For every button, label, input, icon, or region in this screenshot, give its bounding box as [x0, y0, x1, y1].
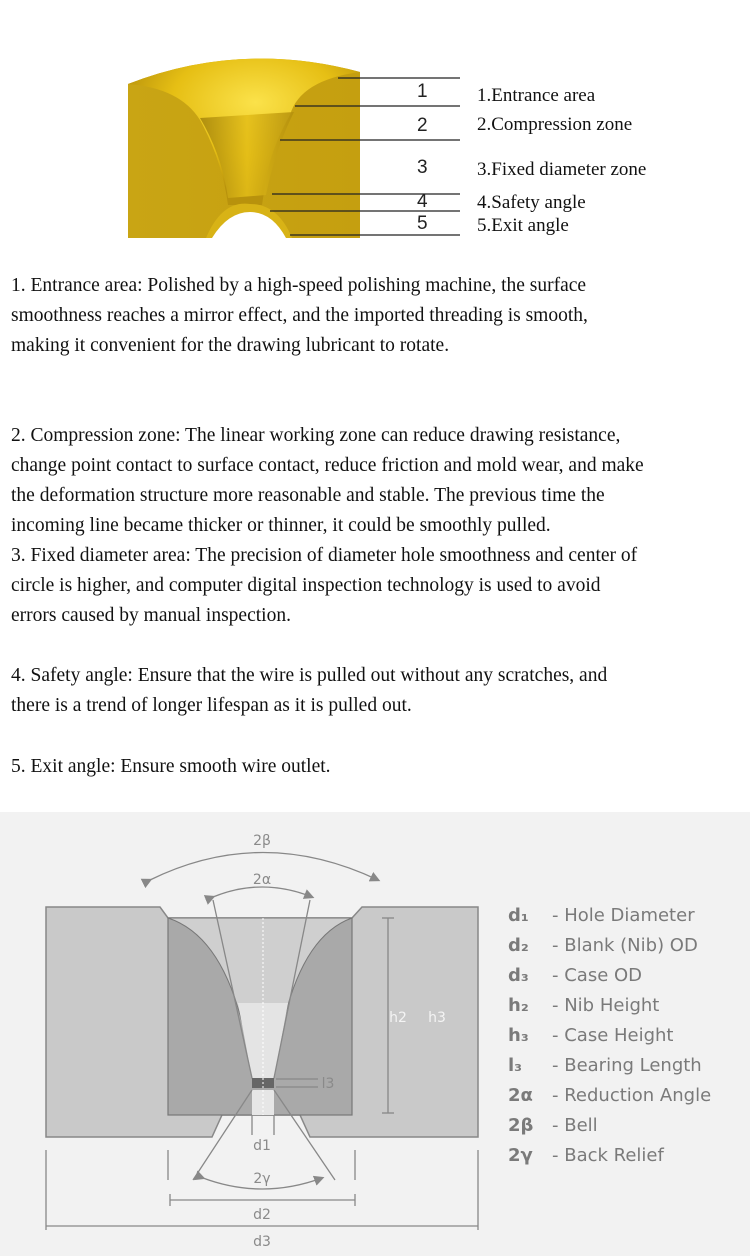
legend-item: h₃ - Case Height	[508, 1025, 674, 1046]
legend-item: h₂ - Nib Height	[508, 995, 660, 1016]
zone-label: 3.Fixed diameter zone	[477, 159, 647, 180]
zone-number: 4	[417, 191, 428, 212]
zone-number: 5	[417, 213, 428, 234]
paragraph-line: there is a trend of longer lifespan as it is pulled out.	[11, 695, 412, 716]
d2-label: d2	[253, 1207, 271, 1223]
beta-label: 2β	[253, 833, 271, 849]
alpha-label: 2α	[252, 872, 272, 888]
h2-label: h2	[389, 1010, 407, 1026]
paragraph-line: circle is higher, and computer digital inspection technology is used to avoid	[11, 575, 601, 596]
paragraph-line: errors caused by manual inspection.	[11, 605, 291, 626]
legend-item: d₂ - Blank (Nib) OD	[508, 935, 698, 956]
legend-item: 2β - Bell	[508, 1115, 598, 1136]
legend-item: 2γ - Back Relief	[508, 1145, 664, 1166]
paragraph-line: change point contact to surface contact, reduce friction and mold wear, and make	[11, 455, 644, 476]
paragraph-line: the deformation structure more reasonable and stable. The previous time the	[11, 485, 605, 506]
legend-item: d₁ - Hole Diameter	[508, 905, 695, 926]
l3-label: l3	[321, 1076, 335, 1092]
legend-item: d₃ - Case OD	[508, 965, 643, 986]
zone-number: 2	[417, 115, 428, 136]
zone-label: 4.Safety angle	[477, 192, 586, 213]
paragraph-line: smoothness reaches a mirror effect, and the imported threading is smooth,	[11, 305, 588, 326]
zone-label: 1.Entrance area	[477, 85, 596, 106]
paragraph-line: 2. Compression zone: The linear working zone can reduce drawing resistance,	[11, 425, 621, 446]
paragraph-line: 5. Exit angle: Ensure smooth wire outlet.	[11, 756, 331, 777]
legend-item: 2α - Reduction Angle	[508, 1085, 712, 1106]
zone-number: 3	[417, 157, 428, 178]
gamma-label: 2γ	[253, 1171, 271, 1187]
d3-label: d3	[253, 1234, 271, 1250]
d1-label: d1	[253, 1138, 271, 1154]
legend-item: l₃ - Bearing Length	[508, 1055, 702, 1076]
paragraph-line: incoming line became thicker or thinner, it could be smoothly pulled.	[11, 515, 551, 536]
zone-number: 1	[417, 81, 428, 102]
paragraph-line: 3. Fixed diameter area: The precision of diameter hole smoothness and center of	[11, 545, 638, 566]
paragraph-line: 4. Safety angle: Ensure that the wire is pulled out without any scratches, and	[11, 665, 608, 686]
zone-label: 2.Compression zone	[477, 114, 633, 135]
zone-label: 5.Exit angle	[477, 215, 569, 236]
paragraph-line: 1. Entrance area: Polished by a high-speed polishing machine, the surface	[11, 275, 587, 296]
paragraph-line: making it convenient for the drawing lubricant to rotate.	[11, 335, 450, 356]
h3-label: h3	[428, 1010, 446, 1026]
